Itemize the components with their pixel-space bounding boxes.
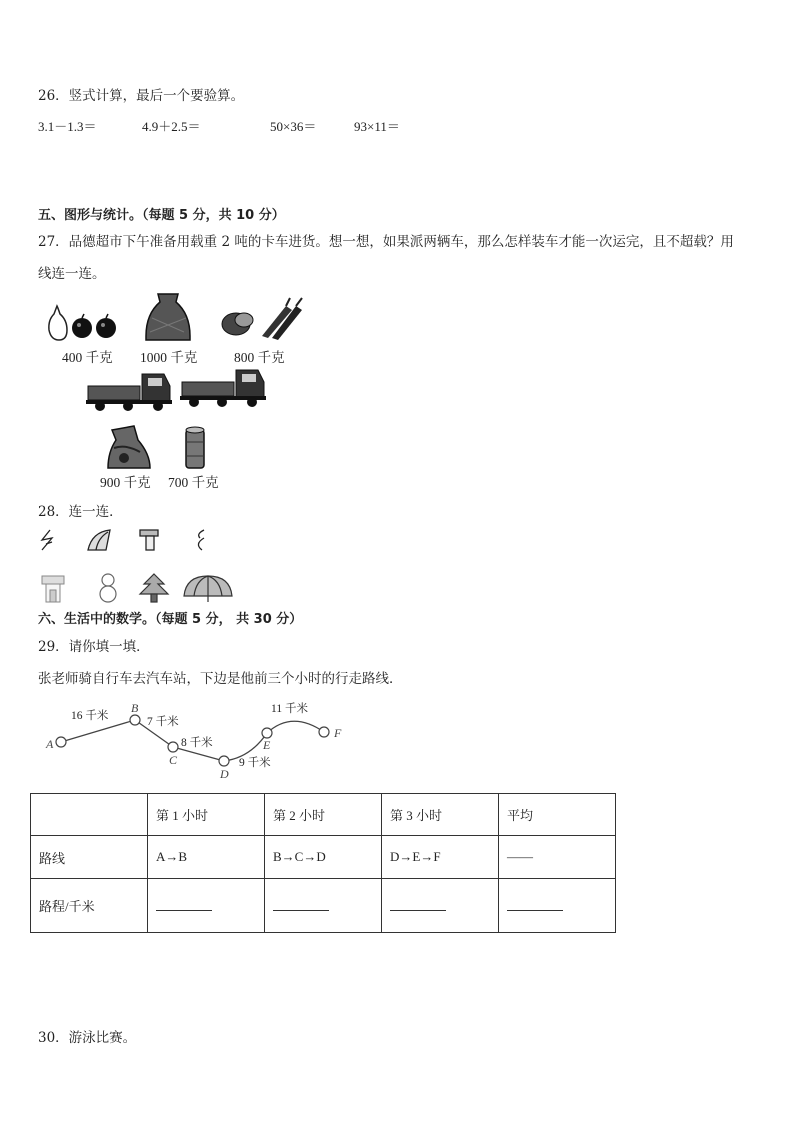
point-c-marker <box>168 742 178 752</box>
house-icon <box>42 576 64 602</box>
segment-cd-label: 8 千米 <box>181 737 213 749</box>
barrel-icon <box>186 427 204 468</box>
route-average: —— <box>499 836 616 879</box>
table-row-distance <box>31 879 616 933</box>
point-d-label: D <box>220 767 229 781</box>
point-e-marker <box>262 728 272 738</box>
umbrella-icon <box>184 576 232 602</box>
section6-title: 六、生活中的数学。（每题 5 分， 共 30 分） <box>38 612 303 627</box>
distance-hour3-blank[interactable] <box>382 879 499 933</box>
route-hour2: B→C→D <box>265 836 382 879</box>
route-diagram <box>40 698 360 784</box>
weight-vegetables: 800 千克 <box>234 350 285 365</box>
point-f-marker <box>319 727 329 737</box>
header-cell-hour1: 第 1 小时 <box>148 794 265 836</box>
segment-bc-label: 7 千米 <box>147 716 179 728</box>
goods-pictures-bottom <box>100 424 220 470</box>
q26-problem-1: 3.1－1.3＝ <box>38 119 97 134</box>
q26-title: 26．竖式计算，最后一个要验算。 <box>38 88 245 104</box>
distance-hour2-blank[interactable] <box>265 879 382 933</box>
segment-ab-label: 16 千米 <box>71 710 109 722</box>
point-a-label: A <box>46 737 54 751</box>
zigzag-piece-icon <box>42 530 52 550</box>
distance-average-blank[interactable] <box>499 879 616 933</box>
weight-bag: 900 千克 <box>100 475 151 490</box>
distance-hour1-blank[interactable] <box>148 879 265 933</box>
table-row-route <box>31 836 616 879</box>
route-hour1: A→B <box>148 836 265 879</box>
umbrella-piece-icon <box>88 530 110 550</box>
q26-problem-2: 4.9＋2.5＝ <box>142 119 201 134</box>
fruit-icon <box>49 306 116 340</box>
weight-fruit: 400 千克 <box>62 350 113 365</box>
house-piece-icon <box>140 530 158 550</box>
table-header-row <box>31 794 616 836</box>
sack-icon <box>146 294 190 340</box>
header-cell-hour2: 第 2 小时 <box>265 794 382 836</box>
q30-title: 30．游泳比赛。 <box>38 1030 137 1046</box>
header-cell-average: 平均 <box>499 794 616 836</box>
distance-row-label: 路程/千米 <box>31 879 148 933</box>
route-row-label: 路线 <box>31 836 148 879</box>
header-cell-hour3: 第 3 小时 <box>382 794 499 836</box>
q29-title: 29．请你填一填． <box>38 639 150 655</box>
q27-text-line1: 27．品德超市下午准备用载重 2 吨的卡车进货。想一想，如果派两辆车，那么怎样装车才能一次运完，且不超载？用 <box>38 234 734 250</box>
point-f-label: F <box>334 726 342 740</box>
q26-problem-4: 93×11＝ <box>354 119 400 134</box>
q29-intro: 张老师骑自行车去汽车站，下边是他前三个小时的行走路线． <box>38 671 403 687</box>
weight-barrel: 700 千克 <box>168 475 219 490</box>
point-c-label: C <box>169 753 178 767</box>
header-cell-empty <box>31 794 148 836</box>
weight-sack: 1000 千克 <box>140 350 198 365</box>
point-b-marker <box>130 715 140 725</box>
point-a-marker <box>56 737 66 747</box>
segment-ef-label: 11 千米 <box>271 703 308 715</box>
point-e-label: E <box>263 738 271 752</box>
q28-title: 28．连一连． <box>38 504 123 520</box>
route-table <box>30 793 616 933</box>
snowman-icon <box>100 574 116 602</box>
point-d-marker <box>219 756 229 766</box>
q26-problem-3: 50×36＝ <box>270 119 317 134</box>
trucks-picture <box>84 368 274 416</box>
route-hour3: D→E→F <box>382 836 499 879</box>
q27-text-line2: 线连一连。 <box>38 266 106 282</box>
point-b-label: B <box>131 701 139 715</box>
bag-icon <box>108 426 150 468</box>
whole-shapes-row <box>36 570 236 606</box>
goods-pictures-top <box>40 288 310 348</box>
truck-icon <box>180 370 266 407</box>
section5-title: 五、图形与统计。（每题 5 分，共 10 分） <box>38 208 285 223</box>
partial-shapes-row <box>36 526 216 556</box>
snowman-piece-icon <box>198 530 204 550</box>
vegetables-icon <box>222 298 302 340</box>
truck-icon <box>86 374 172 411</box>
segment-de-label: 9 千米 <box>239 757 271 769</box>
tree-icon <box>140 574 168 602</box>
